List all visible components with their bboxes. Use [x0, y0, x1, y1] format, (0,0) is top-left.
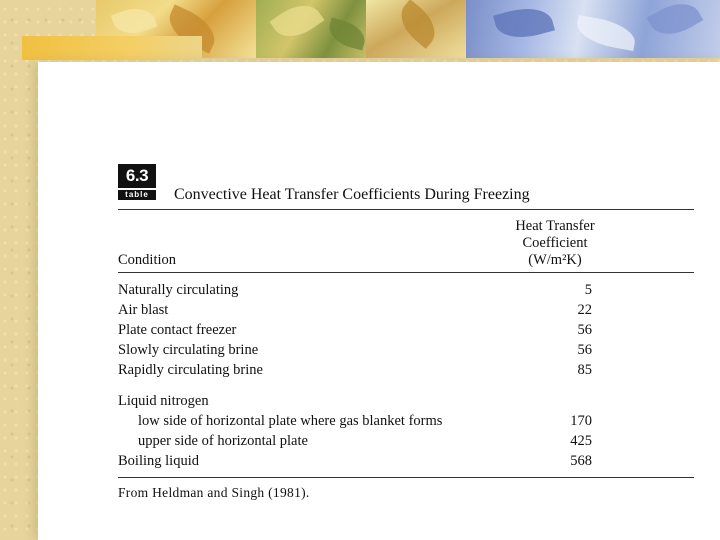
table-tag-word: table [118, 190, 156, 200]
row-value: 22 [577, 302, 592, 318]
column-header-line: Coefficient [522, 235, 588, 251]
table-rule-top [118, 209, 694, 210]
row-value: 5 [584, 282, 592, 298]
row-label: upper side of horizontal plate [138, 433, 308, 449]
table-figure [96, 148, 704, 508]
table-row [118, 393, 694, 413]
column-header-condition: Condition [118, 252, 177, 268]
table-number: 6.3 [118, 164, 156, 188]
table-row [118, 342, 694, 362]
table-number-tag [118, 164, 156, 202]
table-row [118, 362, 694, 382]
row-label: Rapidly circulating brine [118, 362, 263, 378]
table-row [118, 453, 694, 473]
row-value: 170 [570, 413, 592, 429]
row-value: 56 [577, 322, 592, 338]
row-label: Plate contact freezer [118, 322, 237, 338]
row-label: Boiling liquid [118, 453, 199, 469]
row-value: 568 [570, 453, 592, 469]
row-value: 85 [577, 362, 592, 378]
table-row [118, 302, 694, 322]
panel-fade [38, 58, 720, 98]
table-source-note: From Heldman and Singh (1981). [118, 485, 310, 500]
column-header-value [490, 218, 620, 269]
row-label: Air blast [118, 302, 169, 318]
table-row [118, 322, 694, 342]
table-rule-header [118, 272, 694, 273]
accent-bar [22, 36, 202, 60]
table-row [118, 413, 694, 433]
table-rule-bottom [118, 477, 694, 478]
row-label: low side of horizontal plate where gas blanket forms [138, 413, 443, 429]
row-label: Slowly circulating brine [118, 342, 259, 358]
table-title: Convective Heat Transfer Coefficients During Freezing [174, 186, 530, 203]
row-value: 56 [577, 342, 592, 358]
row-label: Liquid nitrogen [118, 393, 209, 409]
row-label: Naturally circulating [118, 282, 239, 298]
row-value: 425 [570, 433, 592, 449]
column-header-line: (W/m²K) [528, 252, 582, 268]
column-header-line: Heat Transfer [515, 218, 595, 234]
table-row [118, 282, 694, 302]
table-row [118, 433, 694, 453]
